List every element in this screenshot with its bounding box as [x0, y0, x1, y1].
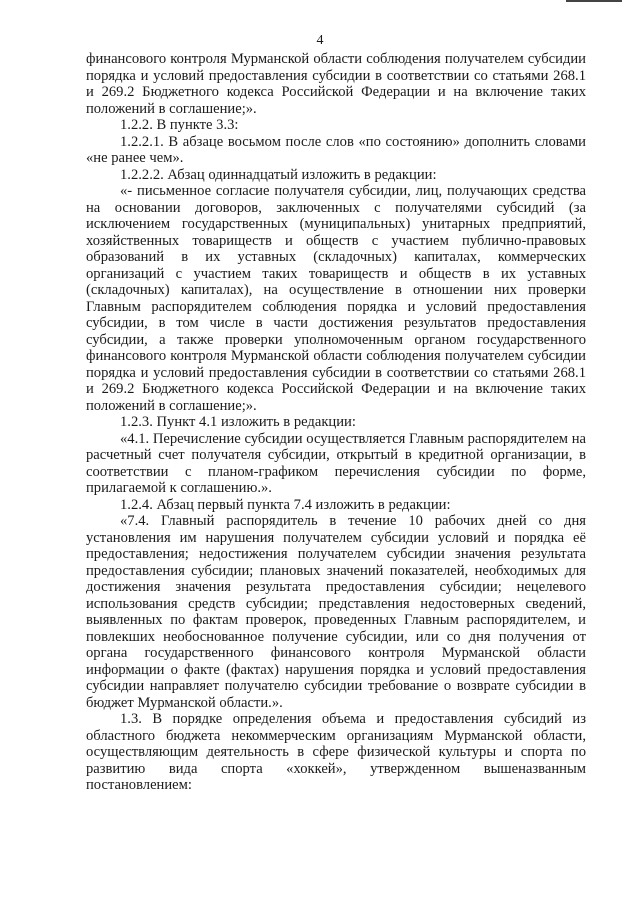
paragraph: 1.2.4. Абзац первый пункта 7.4 изложить в редакции: — [120, 496, 451, 513]
paragraph: 1.3. В порядке определения объема и предоставления субсидий из областного бюджета некоммерческим организациям Мурманской области, осуществляющим деятельность в сфере физической культуры и спорта по развитию вида спорта «хоккей», утвержденном вышеназванным постановлением: — [86, 711, 586, 793]
paragraph: «- письменное согласие получателя субсидии, лиц, получающих средства на основании договоров, заключенных с получателями субсидий (за исключением государственных (муниципальных) унитарных предприятий, хозяйственных товариществ и обществ с участием публично-правовых образований в их уставных (складочных) капиталах, коммерческих организаций с участием таких товариществ и обществ в их уставных (складочных) капиталах), на осуществление в отношении них проверки Главным распорядителем соблюдения порядка и условий предоставления субсидии, в том числе в части достижения результатов предоставления субсидии, а также проверки уполномоченным органом государственного финансового контроля Мурманской области соблюдения получателем субсидии порядка и условий предоставления субсидии в соответствии со статьями 268.1 и 269.2 Бюджетного кодекса Российской Федерации и на включение таких положений в соглашение;». — [86, 183, 586, 414]
page-number: 4 — [316, 33, 324, 48]
paragraph: 1.2.2. В пункте 3.3: — [120, 117, 239, 133]
document-body — [86, 51, 586, 794]
paragraph: «4.1. Перечисление субсидии осуществляется Главным распорядителем на расчетный счет получателя субсидии, открытый в кредитной организации, в соответствии с планом-графиком перечисления субсидии по форме, прилагаемой к соглашению.». — [86, 430, 586, 496]
paragraph: 1.2.3. Пункт 4.1 изложить в редакции: — [120, 414, 356, 430]
paragraph: финансового контроля Мурманской области соблюдения получателем субсидии порядка и условий предоставления субсидии в соответствии со статьями 268.1 и 269.2 Бюджетного кодекса Российской Федерации и на включение таких положений в соглашение;». — [86, 51, 586, 117]
paragraph: «7.4. Главный распорядитель в течение 10 рабочих дней со дня установления им нарушения получателем субсидии условий и порядка её предоставления; недостижения получателем субсидии значения результата предоставления субсидии; плановых значений показателей, необходимых для достижения значения результата предоставления субсидии; нецелевого использования средств субсидии; представления недостоверных сведений, выявленных по фактам проверок, проведенных Главным распорядителем, и повлекших необоснованное получение субсидии, или со дня получения от органа государственного финансового контроля Мурманской области информации о факте (фактах) нарушения порядка и условий предоставления субсидии направляет получателю субсидии требование о возврате субсидии в бюджет Мурманской области.». — [86, 513, 586, 711]
paragraph: 1.2.2.2. Абзац одиннадцатый изложить в редакции: — [120, 166, 437, 183]
top-edge-line — [566, 0, 622, 2]
paragraph: 1.2.2.1. В абзаце восьмом после слов «по состоянию» дополнить словами «не ранее чем». — [86, 133, 586, 166]
